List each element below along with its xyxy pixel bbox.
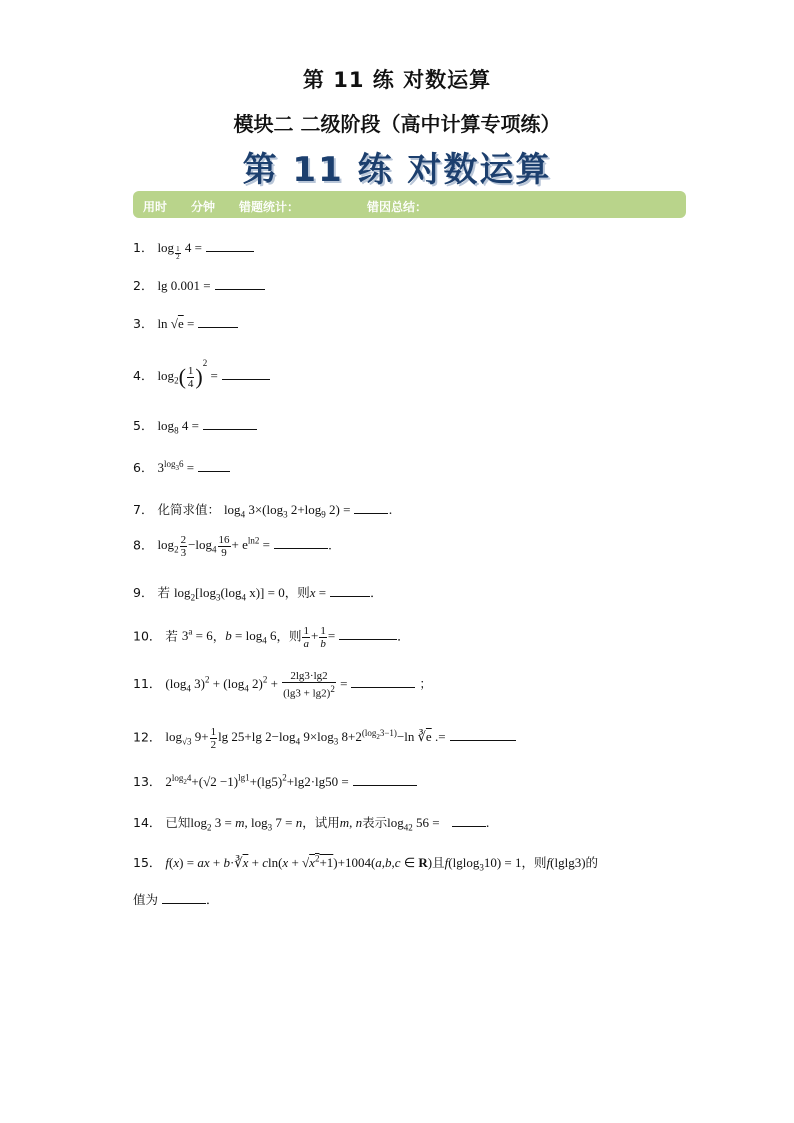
- question-6: [133, 458, 230, 476]
- question-expression: $\log_2$ $\frac{2}{3}$ $-\log_4$ $\frac{16}{9}$ + $e^{ln2}$ =: [157, 534, 270, 559]
- question-expression: log $_{\frac{1}{2}}$ 4 =: [157, 240, 202, 262]
- question-expression: ($\log_4$ $3)^2 + (\log_4$ 2)$^2$ + $\frac{2\lg 3\cdot\lg 2}{(\lg 3 + \lg 2)^2}$ =: [165, 670, 348, 700]
- question-5: [133, 416, 257, 436]
- question-13: [133, 772, 417, 790]
- question-connector: 的: [585, 855, 599, 870]
- answer-blank[interactable]: [274, 536, 328, 549]
- question-expression: $\log_4 3\times(\log_3$ $2+\log_9$ 2) =: [223, 502, 351, 520]
- question-3: [133, 314, 238, 332]
- answer-blank[interactable]: [203, 417, 257, 430]
- title-banner: 第 11 练 对数运算: [242, 150, 552, 190]
- question-11: [133, 670, 432, 700]
- module-subtitle: 模块二 二级阶段（高中计算专项练）: [233, 112, 561, 136]
- punctuation: .: [327, 537, 332, 553]
- question-number: 12．: [133, 729, 162, 745]
- question-number: 4．: [133, 368, 154, 383]
- question-variable: x =: [309, 585, 327, 600]
- answer-blank[interactable]: [162, 891, 206, 904]
- question-expression: $\log_8 4$ =: [157, 418, 199, 436]
- question-expression: $\log_2 3 = m$, $\log_3 7 = n$: [190, 815, 303, 833]
- question-expression: $\log_{√3} 9+$ $\frac{1}{2}$ lg 25+lg $2-\log_4$ $9\times\log_3$ $8+2^{(log_23-1)}-\ln$ $∛\overline{e}$ .=: [165, 726, 446, 751]
- question-number: 9．: [133, 585, 154, 600]
- question-number: 7．: [133, 502, 154, 517]
- question-number: 10．: [133, 628, 162, 644]
- question-12: [133, 726, 516, 751]
- question-prompt: 值为: [133, 892, 159, 907]
- answer-blank[interactable]: [354, 501, 388, 514]
- question-9: [133, 583, 383, 603]
- punctuation: .: [485, 815, 490, 830]
- question-variable: m, n: [339, 815, 363, 830]
- question-15: [133, 853, 598, 873]
- question-2: [133, 276, 265, 294]
- wrong-reason-label: 错因总结：: [367, 200, 428, 214]
- punctuation: .: [388, 502, 393, 517]
- question-8: [133, 534, 332, 559]
- question-number: 6．: [133, 460, 154, 475]
- question-prompt: 已知: [165, 815, 191, 830]
- minutes-label: 分钟: [191, 200, 216, 214]
- question-expression: $\log_2$( $\frac{1}{4}$ )$^2$ =: [157, 358, 218, 390]
- answer-blank[interactable]: [353, 773, 417, 786]
- question-number: 2．: [133, 278, 154, 293]
- question-14: [133, 813, 490, 833]
- question-connector: 表示: [362, 815, 388, 830]
- question-target: $\frac{1}{a}$ + $\frac{1}{b}$ =: [303, 625, 336, 650]
- answer-blank[interactable]: [330, 584, 370, 597]
- question-number: 8．: [133, 537, 154, 553]
- question-prompt: 若: [165, 628, 178, 644]
- answer-blank[interactable]: [452, 814, 486, 827]
- question-7: [133, 500, 392, 520]
- question-target: f(lglg3): [546, 855, 586, 870]
- answer-blank[interactable]: [450, 728, 516, 741]
- answer-blank[interactable]: [339, 627, 397, 640]
- wrong-count-label: 错题统计：: [239, 200, 300, 214]
- punctuation: ．: [397, 628, 410, 644]
- question-number: 15．: [133, 855, 162, 870]
- time-label: 用时: [143, 200, 168, 214]
- question-4: [133, 358, 270, 390]
- question-expression: ln √e =: [157, 316, 195, 331]
- question-target: $\log_{42} 56$ =: [387, 815, 440, 833]
- answer-blank[interactable]: [198, 459, 230, 472]
- question-expression: $2^{log_24}+(√2 -1)^{lg1}+(\lg 5)^2+\lg 2\cdot\lg 50$ =: [165, 772, 349, 789]
- punctuation: ；: [419, 675, 432, 691]
- info-bar: [133, 191, 686, 218]
- question-expression: $3^{log_36}$ =: [157, 458, 195, 475]
- answer-blank[interactable]: [351, 675, 415, 688]
- question-expression: f(x) = ax + $b\cdot∛\overline{x} + cln(x + √x^2+1)+1004(a,b,c$ ∈ R): [165, 853, 433, 870]
- answer-blank[interactable]: [215, 277, 265, 290]
- question-expression-2: $b = \log_4 6$: [225, 628, 277, 647]
- question-number: 5．: [133, 418, 154, 433]
- question-connector: ，则: [276, 628, 302, 644]
- answer-blank[interactable]: [222, 367, 270, 380]
- question-number: 14．: [133, 815, 162, 830]
- question-expression: lg 0.001 =: [157, 278, 211, 293]
- punctuation: ．: [370, 585, 383, 600]
- question-connector: ，则: [521, 855, 547, 870]
- question-connector: ，则: [284, 585, 310, 600]
- question-connector: ，试用: [302, 815, 340, 830]
- question-connector: ，: [212, 628, 226, 644]
- question-number: 3．: [133, 316, 154, 331]
- question-1: [133, 238, 254, 261]
- question-prompt: 若: [157, 585, 170, 600]
- question-expression: $3^a = 6$: [181, 627, 213, 644]
- question-number: 11．: [133, 675, 162, 691]
- question-10: [133, 625, 410, 650]
- question-prompt: 化简求值：: [157, 502, 220, 517]
- question-number: 13．: [133, 774, 162, 789]
- page-title: 第 11 练 对数运算: [302, 68, 492, 92]
- question-number: 1．: [133, 240, 154, 255]
- question-connector: 且: [432, 855, 445, 870]
- answer-blank[interactable]: [198, 315, 238, 328]
- question-condition: f(lglog$_3$10) = 1: [444, 855, 522, 873]
- answer-blank[interactable]: [206, 239, 254, 252]
- question-15-continued: [133, 890, 219, 908]
- punctuation: ．: [206, 892, 219, 907]
- question-expression: $\log_2[\log_3(\log_4$ x)] = 0: [173, 585, 285, 603]
